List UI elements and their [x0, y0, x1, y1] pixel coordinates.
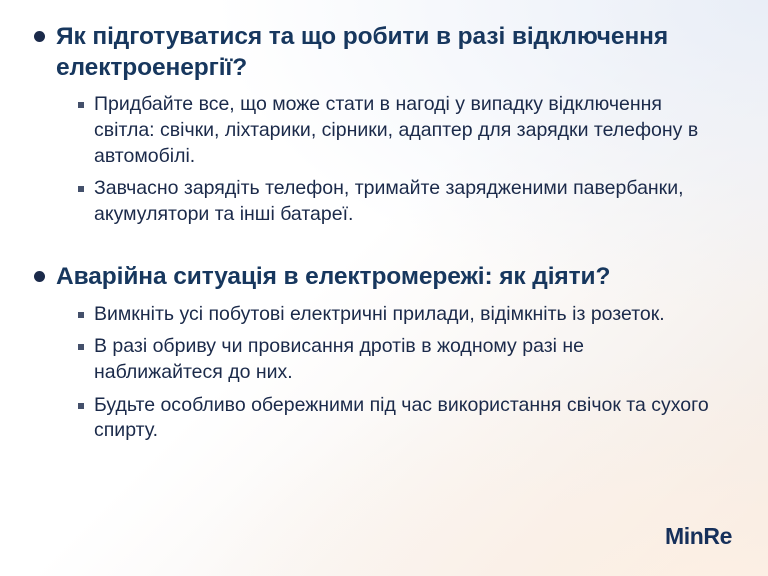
section-heading — [34, 22, 734, 83]
heading-bullet-icon — [34, 271, 45, 282]
square-bullet-icon — [78, 186, 84, 192]
section-heading-text: Як підготуватися та що робити в разі відключення електроенергії? — [56, 23, 669, 81]
section-items — [78, 92, 734, 228]
heading-bullet-icon — [34, 31, 45, 42]
list-item-text: Вимкніть усі побутові електричні прилади, відімкніть із розеток. — [94, 302, 665, 325]
list-item — [78, 176, 734, 227]
square-bullet-icon — [78, 312, 84, 318]
brand-logo: MinRe — [664, 523, 732, 549]
section-heading — [34, 262, 734, 293]
section-items — [78, 302, 734, 445]
square-bullet-icon — [78, 403, 84, 409]
list-item-text: В разі обриву чи провисання дротів в жодному разі не наближайтеся до них. — [94, 335, 584, 384]
list-item-text: Придбайте все, що може стати в нагоді у випадку відключення світла: свічки, ліхтарики, сірники, адаптер для зарядки телефону в автомобілі. — [94, 93, 699, 167]
list-item — [78, 92, 734, 169]
list-item — [78, 334, 734, 385]
square-bullet-icon — [78, 344, 84, 350]
list-item — [78, 302, 734, 328]
section-heading-text: Аварійна ситуація в електромережі: як діяти? — [56, 262, 611, 290]
list-item-text: Будьте особливо обережними під час використання свічок та сухого спирту. — [94, 393, 709, 442]
square-bullet-icon — [78, 102, 84, 108]
list-item-text: Завчасно зарядіть телефон, тримайте зарядженими павербанки, акумулятори та інші батареї. — [94, 177, 684, 226]
list-item — [78, 393, 734, 444]
section-emergency — [34, 262, 734, 444]
section-preparation — [34, 22, 734, 228]
